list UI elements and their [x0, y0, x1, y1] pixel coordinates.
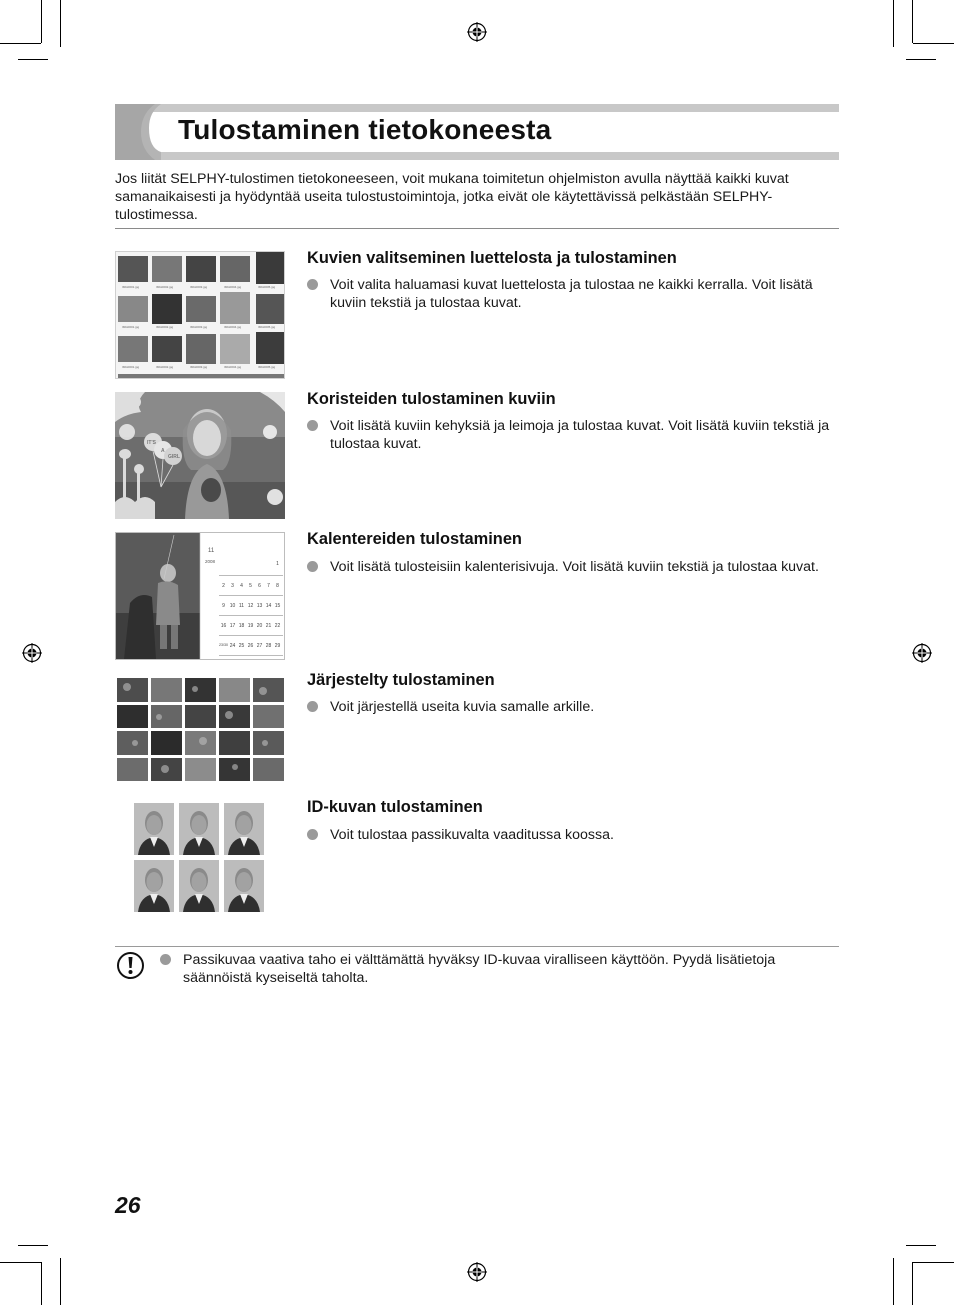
decorated-girl-photo-thumbnail [115, 392, 285, 519]
bullet-text: Voit tulostaa passikuvalta vaaditussa koossa. [330, 827, 614, 843]
calendar-rows [219, 556, 283, 656]
calendar-day: 28 [265, 643, 272, 649]
bullet-text: Voit järjestellä useita kuvia samalle arkille. [330, 699, 595, 715]
calendar-day: 7 [267, 583, 270, 589]
registration-mark-icon [467, 22, 487, 42]
calendar-day: 1 [276, 561, 279, 567]
calendar-day: 10 [229, 603, 236, 609]
page-header [115, 104, 839, 160]
calendar-day: 22 [274, 623, 281, 629]
bullet-icon [160, 954, 171, 965]
balloon-text: A [161, 448, 165, 454]
calendar-day: 27 [256, 643, 263, 649]
calendar-day: 12 [247, 603, 254, 609]
calendar-day: 15 [274, 603, 281, 609]
section-title: ID-kuvan tulostaminen [307, 798, 483, 816]
photo-index-list-thumbnail [115, 251, 285, 379]
calendar-day: 24 [229, 643, 236, 649]
registration-mark-icon [912, 643, 932, 663]
calendar-day: 11 [238, 603, 245, 609]
calendar-day: 2 [222, 583, 225, 589]
calendar-week-row [219, 636, 283, 656]
svg-text:IMG0004.jpg: IMG0004.jpg [224, 365, 242, 369]
section-title: Kuvien valitseminen luettelosta ja tulostaminen [307, 249, 677, 267]
svg-text:IMG0005.jpg: IMG0005.jpg [258, 285, 276, 289]
registration-mark-icon [467, 1262, 487, 1282]
calendar-day: 25 [238, 643, 245, 649]
calendar-day: 21 [265, 623, 272, 629]
svg-text:IMG0002.jpg: IMG0002.jpg [156, 365, 174, 369]
svg-text:IMG0005.jpg: IMG0005.jpg [258, 325, 276, 329]
list-item [307, 698, 841, 716]
svg-text:IMG0005.jpg: IMG0005.jpg [258, 365, 276, 369]
bullet-text: Voit lisätä tulosteisiin kalenterisivuja. Voit lisätä kuviin tekstiä ja tulostaa kuvat. [330, 559, 819, 575]
registration-mark-icon [22, 643, 42, 663]
svg-text:IMG0003.jpg: IMG0003.jpg [190, 365, 208, 369]
bullet-text: Voit valita haluamasi kuvat luettelosta ja tulostaa ne kaikki kerralla. Voit lisätä kuviin tekstiä ja tulostaa kuvat. [330, 277, 813, 311]
svg-text:IMG0002.jpg: IMG0002.jpg [156, 325, 174, 329]
header-corner-ornament [115, 104, 161, 160]
bullet-icon [307, 829, 318, 840]
calendar-day: 14 [265, 603, 272, 609]
calendar-week-row [219, 556, 283, 576]
calendar-month: 11 [208, 548, 215, 554]
exclamation-icon [116, 951, 145, 980]
svg-text:IMG0001.jpg: IMG0001.jpg [122, 285, 140, 289]
section-title: Koristeiden tulostaminen kuviin [307, 390, 556, 408]
calendar-day: 20 [256, 623, 263, 629]
svg-text:IMG0003.jpg: IMG0003.jpg [190, 325, 208, 329]
calendar-year: 2008 [205, 559, 216, 564]
divider [115, 228, 839, 229]
header-stripe [115, 152, 839, 160]
list-item [307, 558, 841, 576]
bullet-icon [307, 561, 318, 572]
calendar-day: 17 [229, 623, 236, 629]
calendar-day: 3 [231, 583, 234, 589]
caution-text: Passikuvaa vaativa taho ei välttämättä hyväksy ID-kuvaa viralliseen käyttöön. Pyydä lisätietoja säännöistä kyseiseltä taholta. [183, 952, 776, 986]
calendar-week-row [219, 616, 283, 636]
calendar-day: 18 [238, 623, 245, 629]
list-item [307, 276, 841, 312]
intro-paragraph: Jos liität SELPHY-tulostimen tietokoneeseen, voit mukana toimitetun ohjelmiston avulla näyttää kaikki kuvat samanaikaisesti ja hyödyntää useita tulostustoimintoja, jotka eivät ole käytettävissä pelkästään SELPHY-tulostimessa. [115, 171, 789, 223]
calendar-week-row [219, 576, 283, 596]
bullet-text: Voit lisätä kuviin kehyksiä ja leimoja ja tulostaa kuvat. Voit lisätä kuviin tekstiä ja tulostaa kuvat. [330, 418, 830, 452]
bullet-icon [307, 279, 318, 290]
list-item [307, 417, 841, 453]
svg-text:IMG0002.jpg: IMG0002.jpg [156, 285, 174, 289]
caution-item [160, 951, 840, 987]
header-stripe [115, 104, 839, 112]
svg-text:IMG0004.jpg: IMG0004.jpg [224, 325, 242, 329]
calendar-day: 8 [276, 583, 279, 589]
section-title: Järjestelty tulostaminen [307, 671, 495, 689]
calendar-day: 16 [220, 623, 227, 629]
calendar-day: 19 [247, 623, 254, 629]
balloon-text: IT'S [147, 440, 156, 446]
section-title: Kalentereiden tulostaminen [307, 530, 522, 548]
calendar-day: 26 [247, 643, 254, 649]
calendar-grid [203, 539, 283, 657]
svg-text:IMG0003.jpg: IMG0003.jpg [190, 285, 208, 289]
divider [115, 946, 839, 947]
svg-text:IMG0001.jpg: IMG0001.jpg [122, 365, 140, 369]
calendar-day: 9 [222, 603, 225, 609]
bullet-icon [307, 701, 318, 712]
calendar-day: 13 [256, 603, 263, 609]
calendar-day: 4 [240, 583, 243, 589]
calendar-day: 6 [258, 583, 261, 589]
id-photo-thumbnail [115, 802, 285, 914]
list-item [307, 826, 841, 844]
page-number: 26 [115, 1192, 141, 1218]
balloon-text: GIRL [168, 454, 180, 460]
svg-text:IMG0001.jpg: IMG0001.jpg [122, 325, 140, 329]
calendar-day: 29 [274, 643, 281, 649]
layout-print-thumbnail [115, 677, 285, 782]
page-title: Tulostaminen tietokoneesta [178, 114, 552, 145]
svg-text:IMG0004.jpg: IMG0004.jpg [224, 285, 242, 289]
bullet-icon [307, 420, 318, 431]
calendar-print-thumbnail [115, 532, 285, 660]
calendar-day: 23/30 [219, 643, 228, 647]
calendar-day: 5 [249, 583, 252, 589]
calendar-week-row [219, 596, 283, 616]
